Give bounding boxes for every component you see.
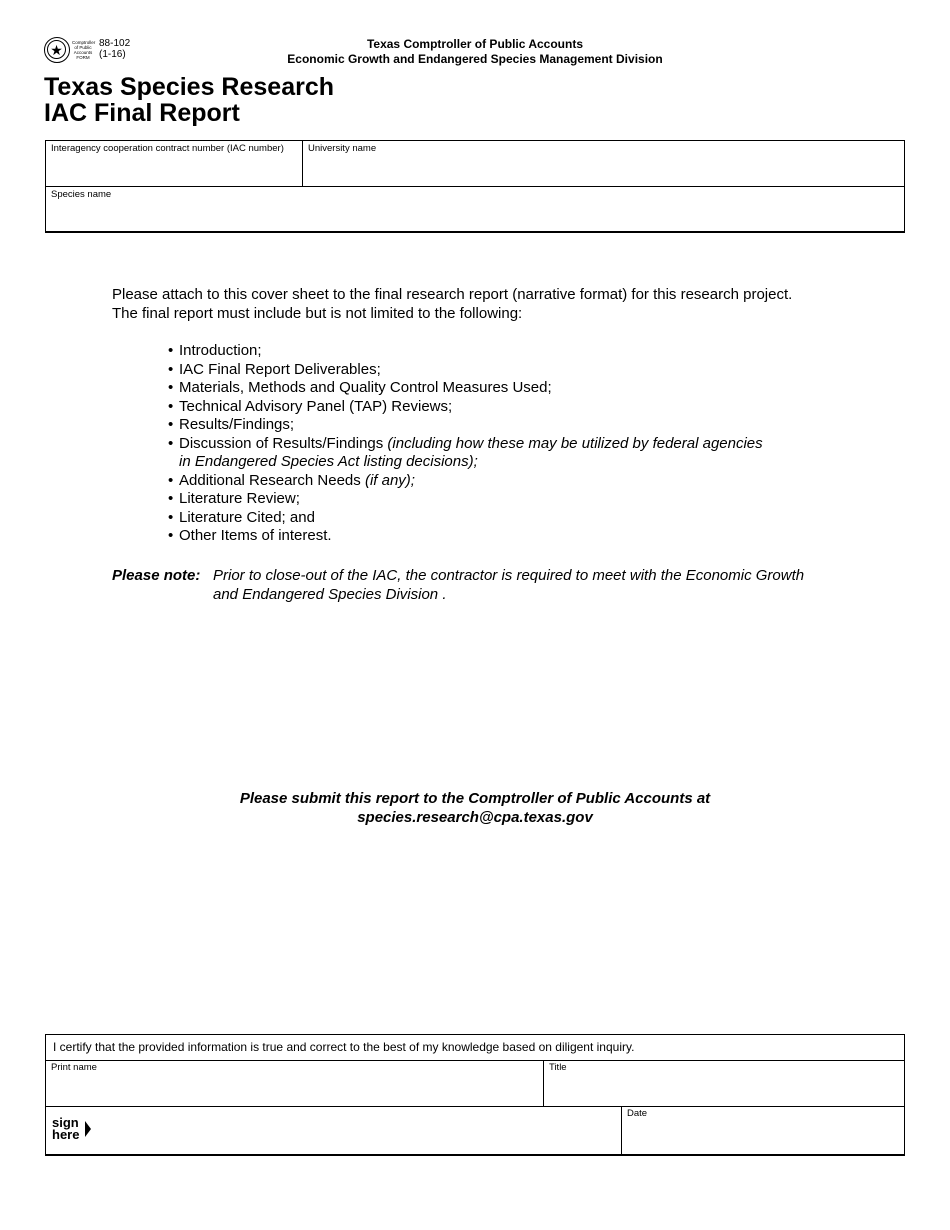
date-field[interactable] bbox=[623, 1120, 902, 1154]
agency-header bbox=[0, 37, 950, 67]
list-item: • Additional Research Needs (if any); bbox=[168, 472, 868, 491]
signature-field[interactable] bbox=[96, 1108, 618, 1154]
university-name-field[interactable] bbox=[304, 155, 902, 185]
divider bbox=[302, 141, 303, 186]
list-item: • Technical Advisory Panel (TAP) Reviews; bbox=[168, 398, 868, 417]
submit-instructions bbox=[0, 790, 950, 827]
report-requirements-list bbox=[168, 342, 868, 546]
divider bbox=[543, 1060, 544, 1106]
page-title bbox=[44, 74, 334, 126]
title-label: Title bbox=[549, 1062, 567, 1073]
division-name: Economic Growth and Endangered Species Management Division bbox=[287, 52, 663, 66]
divider bbox=[621, 1106, 622, 1156]
title-line-2: IAC Final Report bbox=[44, 99, 240, 127]
sign-here-label: sign here bbox=[52, 1115, 80, 1142]
submit-email: species.research@cpa.texas.gov bbox=[357, 808, 593, 826]
divider bbox=[46, 1106, 904, 1107]
title-line-1: Texas Species Research bbox=[44, 73, 335, 101]
intro-line-2: The final report must include but is not limited to the following: bbox=[112, 304, 523, 322]
list-item: • IAC Final Report Deliverables; bbox=[168, 361, 868, 380]
contract-info-box bbox=[45, 140, 905, 233]
seal-caption: Comptroller of Public Accounts FORM bbox=[72, 40, 96, 60]
comptroller-seal-icon: ★ bbox=[44, 37, 70, 63]
list-item: • Other Items of interest. bbox=[168, 527, 868, 546]
form-revision: (1-16) bbox=[99, 49, 126, 60]
list-item: • Literature Review; bbox=[168, 490, 868, 509]
title-field[interactable] bbox=[545, 1074, 902, 1105]
list-item: • Materials, Methods and Quality Control Measures Used; bbox=[168, 379, 868, 398]
list-item: • Discussion of Results/Findings (including how these may be utilized by federal agencies in Endangered Species Act listing decisions); bbox=[168, 435, 868, 472]
divider bbox=[46, 186, 904, 187]
species-name-field[interactable] bbox=[47, 201, 902, 230]
sign-arrow-icon bbox=[85, 1121, 91, 1137]
intro-line-1: Please attach to this cover sheet to the final research report (narrative format) for this research project. bbox=[112, 286, 793, 303]
iac-number-field[interactable] bbox=[47, 155, 301, 185]
university-name-label: University name bbox=[308, 143, 377, 154]
note-text: Prior to close-out of the IAC, the contractor is required to meet with the Economic Growth and Endangered Species Division . bbox=[213, 567, 805, 603]
list-item: • Results/Findings; bbox=[168, 416, 868, 435]
iac-number-label: Interagency cooperation contract number (IAC number) bbox=[51, 143, 284, 154]
agency-name: Texas Comptroller of Public Accounts bbox=[366, 37, 584, 51]
divider bbox=[46, 1060, 904, 1061]
list-item: • Literature Cited; and bbox=[168, 509, 868, 528]
print-name-label: Print name bbox=[51, 1062, 97, 1073]
note-label: Please note: bbox=[112, 567, 201, 584]
certification-box bbox=[45, 1034, 905, 1156]
date-label: Date bbox=[627, 1108, 648, 1119]
certification-statement: I certify that the provided information is true and correct to the best of my knowledge based on diligent inquiry. bbox=[53, 1040, 635, 1054]
species-name-label: Species name bbox=[51, 189, 112, 200]
list-item: • Introduction; bbox=[168, 342, 868, 361]
intro-text bbox=[112, 286, 852, 323]
form-number: 88-102 bbox=[99, 38, 131, 49]
submit-line: Please submit this report to the Comptroller of Public Accounts at bbox=[239, 790, 711, 807]
print-name-field[interactable] bbox=[47, 1074, 541, 1105]
